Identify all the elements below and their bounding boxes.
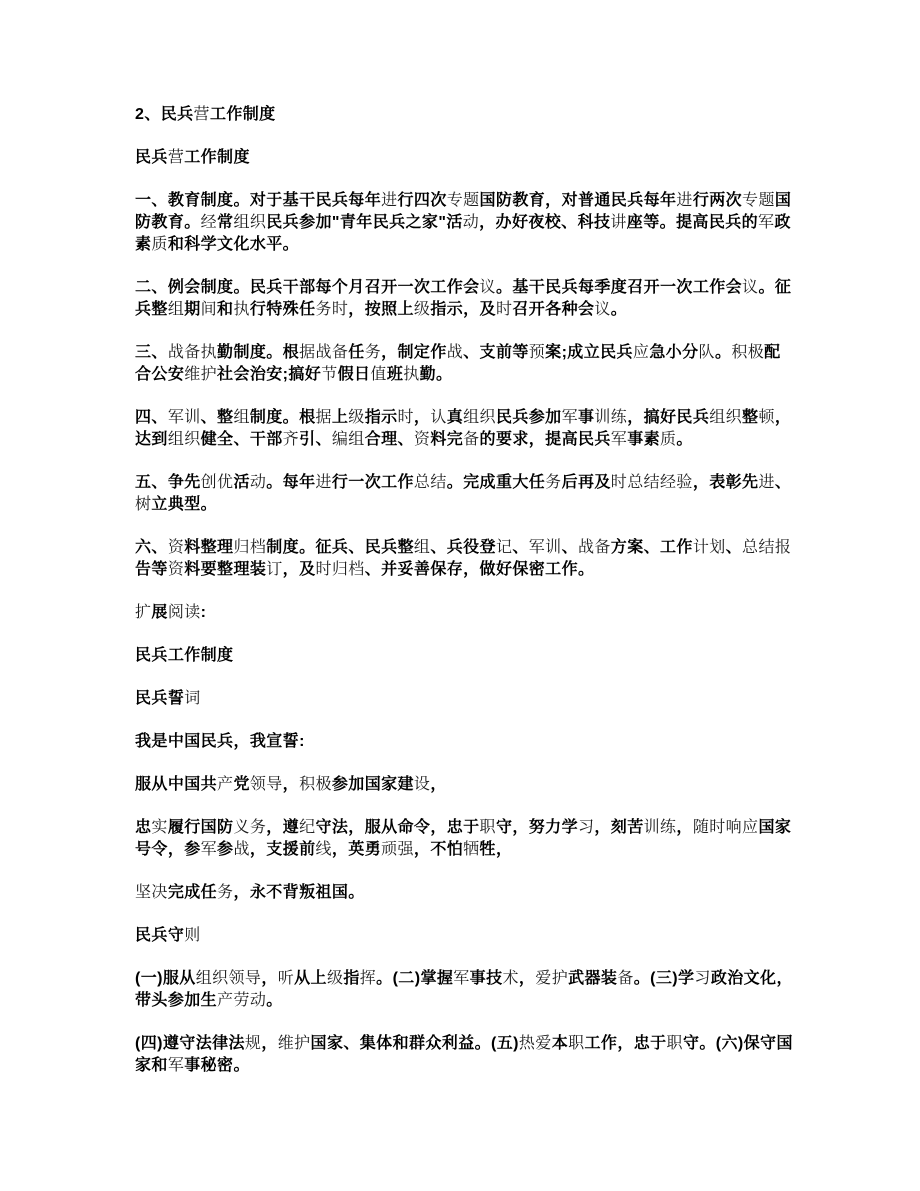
militia-code-title: 民兵守则 (135, 927, 201, 944)
section-archiving: 六、资料整理归档制度。征兵、民兵整组、兵役登记、军训、战备方案、工作计划、总结报告等资料要整理装订，及时归档、并妥善保存，做好保密工作。 (135, 539, 792, 578)
list-item-title: 2、民兵营工作制度 (135, 106, 276, 123)
militia-oath-title: 民兵誓词 (135, 690, 201, 707)
section-education: 一、教育制度。对于基干民兵每年进行四次专题国防教育，对普通民兵每年进行两次专题国防教育。经常组织民兵参加"青年民兵之家"活动，办好夜校、科技讲座等。提高民兵的军政素质和科学文化水平。 (135, 192, 792, 253)
oath-line-3: 坚决完成任务，永不背叛祖国。 (135, 884, 365, 901)
section-training: 四、军训、整组制度。根据上级指示时，认真组织民兵参加军事训练，搞好民兵组织整顿，达到组织健全、干部齐引、编组合理、资料完备的要求，提高民兵军事素质。 (135, 409, 792, 448)
section-excellence: 五、争先创优活动。每年进行一次工作总结。完成重大任务后再及时总结经验，表彰先进、树立典型。 (135, 474, 792, 513)
document-body (135, 104, 795, 1098)
code-items-1-3: (一)服从组织领导，听从上级指挥。(二)掌握军事技术，爱护武器装备。(三)学习政治文化，带头参加生产劳动。 (135, 970, 793, 1009)
oath-line-2: 忠实履行国防义务，遵纪守法，服从命令，忠于职守，努力学习，刻苦训练，随时响应国家号令，参军参战，支援前线，英勇顽强，不怕牺牲， (135, 819, 792, 858)
oath-line-1: 服从中国共产党领导，积极参加国家建设， (135, 776, 447, 793)
oath-opening-line: 我是中国民兵，我宣誓: (135, 733, 305, 750)
section-combat-duty: 三、战备执勤制度。根据战备任务，制定作战、支前等预案;成立民兵应急小分队。积极配合公安维护社会治安;搞好节假日值班执勤。 (135, 344, 781, 383)
extended-reading-label: 扩展阅读: (135, 604, 207, 621)
militia-system-title: 民兵工作制度 (135, 647, 234, 664)
doc-title: 民兵营工作制度 (135, 149, 250, 166)
code-items-4-6: (四)遵守法律法规，维护国家、集体和群众利益。(五)热爱本职工作，忠于职守。(六)保守国家和军事秘密。 (135, 1035, 793, 1074)
section-meetings: 二、例会制度。民兵干部每个月召开一次工作会议。基干民兵每季度召开一次工作会议。征兵整组期间和执行特殊任务时，按照上级指示，及时召开各种会议。 (135, 279, 792, 318)
